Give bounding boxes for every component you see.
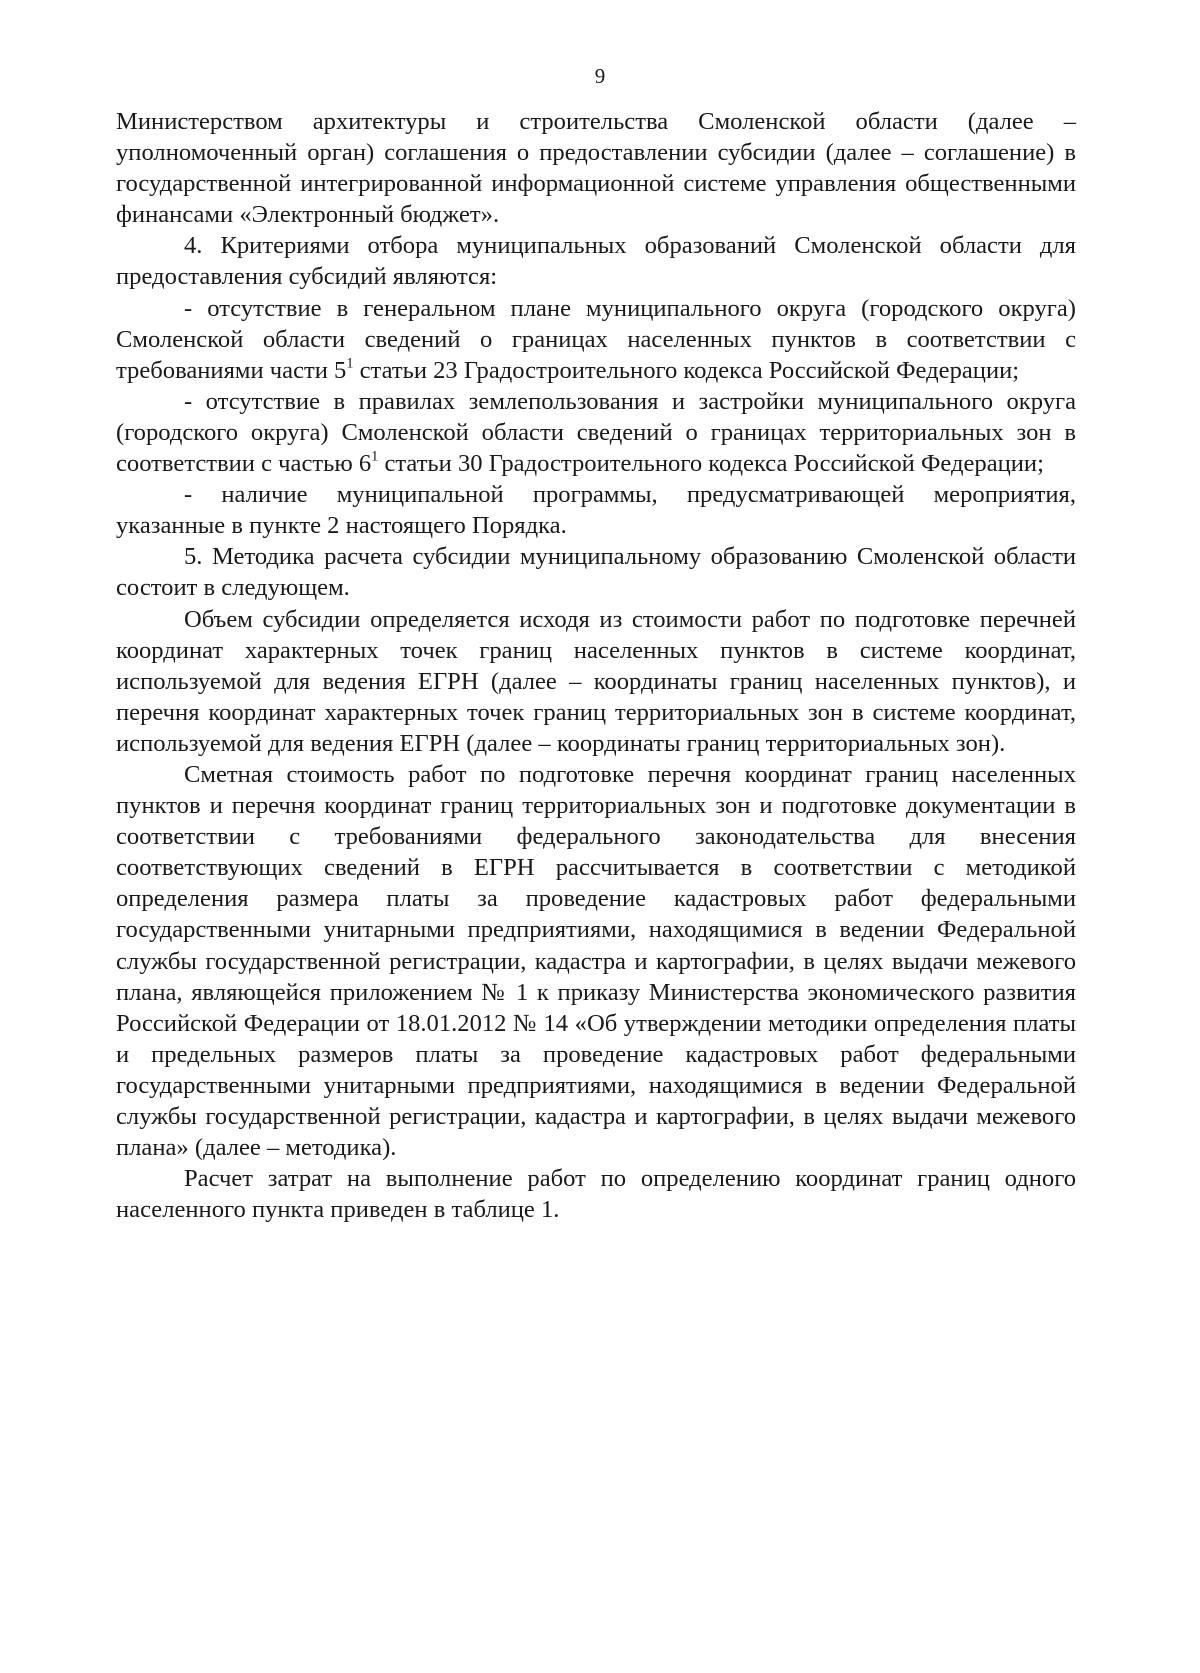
- paragraph-criterion-2: [116, 386, 1076, 479]
- criterion-1-superscript: 1: [346, 355, 354, 372]
- paragraph-estimated-cost: Сметная стоимость работ по подготовке перечня координат границ населенных пунктов и перечня координат границ территориальных зон и подготовке документации в соответствии с требованиями федерального законодательства для внесения соответствующих сведений в ЕГРН рассчитывается в соответствии с методикой определения размера платы за проведение кадастровых работ федеральными государственными унитарными предприятиями, находящимися в ведении Федеральной службы государственной регистрации, кадастра и картографии, в целях выдачи межевого плана, являющейся приложением № 1 к приказу Министерства экономического развития Российской Федерации от 18.01.2012 № 14 «Об утверждении методики определения платы и предельных размеров платы за проведение кадастровых работ федеральными государственными унитарными предприятиями, находящимися в ведении Федеральной службы государственной регистрации, кадастра и картографии, в целях выдачи межевого плана» (далее – методика).: [116, 760, 1076, 1162]
- criterion-2-text-start: - отсутствие в правилах землепользования и застройки муниципального округа (городского округа) Смоленской области сведений о границах территориальных зон в соответствии с частью 6: [116, 387, 1076, 478]
- criterion-2-superscript: 1: [371, 448, 379, 465]
- paragraph-cost-calculation: Расчет затрат на выполнение работ по определению координат границ одного населенного пункта приведен в таблице 1.: [116, 1165, 1076, 1224]
- paragraph-continuation: Министерством архитектуры и строительства Смоленской области (далее – уполномоченный орган) соглашения о предоставлении субсидии (далее – соглашение) в государственной интегрированной информационной системе управления общественными финансами «Электронный бюджет».: [116, 108, 1076, 229]
- page-number: 9: [594, 64, 606, 88]
- paragraph-subsidy-volume: Объем субсидии определяется исходя из стоимости работ по подготовке перечней координат характерных точек границ населенных пунктов в системе координат, используемой для ведения ЕГРН (далее – координаты границ населенных пунктов), и перечня координат характерных точек границ территориальных зон в системе координат, используемой для ведения ЕГРН (далее – координаты границ территориальных зон).: [116, 605, 1076, 757]
- criterion-2-text-end: статьи 30 Градостроительного кодекса Российской Федерации;: [378, 450, 1044, 478]
- criterion-1-text-end: статьи 23 Градостроительного кодекса Российской Федерации;: [353, 356, 1020, 384]
- paragraph-criterion-1: [116, 293, 1076, 386]
- document-body: [116, 106, 1076, 1225]
- paragraph-criterion-3: - наличие муниципальной программы, предусматривающей мероприятия, указанные в пункте 2 настоящего Порядка.: [116, 481, 1076, 540]
- paragraph-item-5: 5. Методика расчета субсидии муниципальному образованию Смоленской области состоит в следующем.: [116, 543, 1076, 602]
- criterion-1-text-start: - отсутствие в генеральном плане муниципального округа (городского округа) Смоленской области сведений о границах населенных пунктов в соответствии с требованиями части 5: [116, 294, 1076, 384]
- paragraph-item-4: 4. Критериями отбора муниципальных образований Смоленской области для предоставления субсидий являются:: [116, 232, 1076, 291]
